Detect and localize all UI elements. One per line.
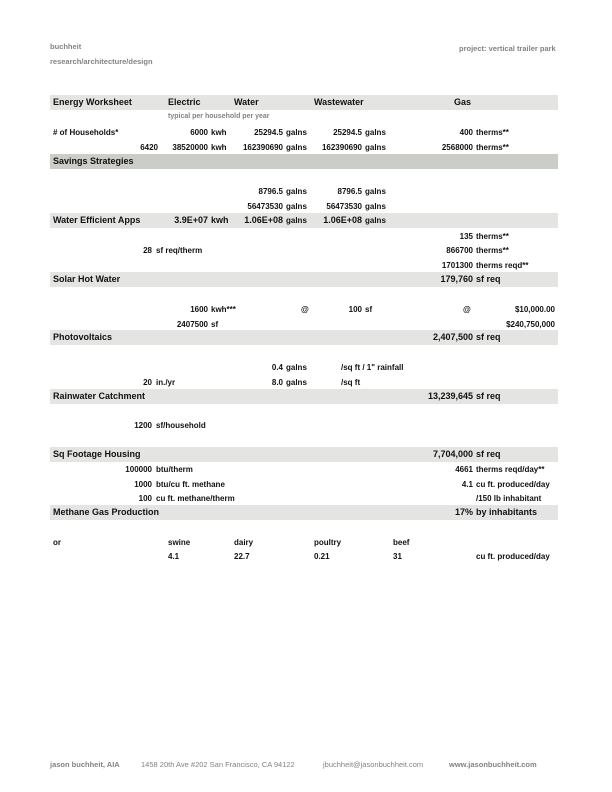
- rain-unit: sf req: [476, 391, 501, 401]
- rain-galns-2: 8.0: [271, 378, 283, 387]
- pv-title: Photovoltaics: [53, 332, 113, 342]
- solar-kwh-unit: kwh***: [211, 305, 236, 314]
- label-poultry: poultry: [314, 538, 342, 547]
- footer-address: 1458 20th Ave #202 San Francisco, CA 94122: [141, 760, 295, 769]
- therms-reqd-day-unit: therms reqd/day**: [476, 465, 545, 474]
- gas-therms-1-unit: therms**: [476, 232, 509, 241]
- solar-cost: $10,000.00: [514, 305, 555, 314]
- water-total-unit: galns: [286, 143, 307, 152]
- methane-unit: by inhabitants: [476, 507, 538, 517]
- energy-subtitle: typical per household per year: [168, 113, 270, 120]
- rain-galns-1-unit: galns: [286, 363, 307, 372]
- gas-therms-3: 1701300: [441, 261, 473, 270]
- solar-at-1: @: [301, 305, 309, 314]
- methane-or: or: [53, 538, 61, 547]
- savings-water-2: 56473530: [247, 202, 283, 211]
- solar-total-sf: 2407500: [176, 320, 208, 329]
- dairy-value: 22.7: [234, 552, 250, 561]
- water-apps-title: Water Efficient Apps: [53, 215, 141, 225]
- households-label: # of Households*: [53, 128, 119, 137]
- water-per-household: 25294.5: [254, 128, 283, 137]
- label-dairy: dairy: [234, 538, 254, 547]
- gas-therms-1: 135: [459, 232, 473, 241]
- swine-value: 4.1: [168, 552, 180, 561]
- rain-rate-2: /sq ft: [341, 378, 361, 387]
- beef-value: 31: [393, 552, 402, 561]
- savings-water-1-unit: galns: [286, 187, 307, 196]
- energy-worksheet-title: Energy Worksheet: [53, 97, 132, 107]
- solar-sf-unit: sf: [365, 305, 373, 314]
- electric-unit: kwh: [211, 128, 227, 137]
- brand-name: buchheit: [50, 42, 82, 51]
- pv-value: 2,407,500: [432, 332, 473, 342]
- households-count: 6420: [140, 143, 158, 152]
- electric-total: 38520000: [172, 143, 208, 152]
- solar-unit: sf req: [476, 274, 501, 284]
- solar-sf: 100: [348, 305, 362, 314]
- animal-produced-unit: cu ft. produced/day: [476, 552, 550, 561]
- cuft-per-therm-unit: cu ft. methane/therm: [156, 494, 235, 503]
- savings-waste-2: 56473530: [326, 202, 362, 211]
- water-apps-waste: 1.06E+08: [323, 215, 362, 225]
- rain-rate-1: /sq ft / 1" rainfall: [341, 363, 404, 372]
- solar-total-cost: $240,750,000: [506, 320, 555, 329]
- sf-per-therm: 28: [143, 246, 152, 255]
- footer-email[interactable]: jbuchheit@jasonbuchheit.com: [323, 760, 424, 769]
- gas-therms-2: 866700: [446, 246, 473, 255]
- solar-value: 179,760: [440, 274, 473, 284]
- solar-total-sf-unit: sf: [211, 320, 219, 329]
- housing-unit: sf req: [476, 449, 501, 459]
- gas-therms-2-unit: therms**: [476, 246, 509, 255]
- project-title: project: vertical trailer park: [459, 44, 556, 53]
- label-swine: swine: [168, 538, 191, 547]
- savings-title: Savings Strategies: [53, 156, 134, 166]
- water-total: 162390690: [242, 143, 283, 152]
- per-inhabitant-unit: /150 lb inhabitant: [476, 494, 542, 503]
- col-gas: Gas: [454, 97, 472, 107]
- rain-title: Rainwater Catchment: [53, 391, 146, 401]
- col-water: Water: [234, 97, 259, 107]
- rain-galns-1: 0.4: [271, 363, 283, 372]
- water-apps-electric-unit: kwh: [211, 215, 229, 225]
- sf-household: 1200: [134, 421, 152, 430]
- gas-per-household: 400: [459, 128, 473, 137]
- btu-per-cuft: 1000: [134, 480, 152, 489]
- brand-tagline: research/architecture/design: [50, 57, 153, 66]
- water-apps-waste-unit: galns: [365, 216, 386, 225]
- btu-per-therm: 100000: [125, 465, 152, 474]
- housing-value: 7,704,000: [432, 449, 473, 459]
- solar-title: Solar Hot Water: [53, 274, 121, 284]
- col-wastewater: Wastewater: [314, 97, 364, 107]
- housing-title: Sq Footage Housing: [53, 449, 141, 459]
- label-beef: beef: [393, 538, 410, 547]
- rain-galns-2-unit: galns: [286, 378, 307, 387]
- water-apps-water-unit: galns: [286, 216, 307, 225]
- gas-unit: therms**: [476, 128, 509, 137]
- solar-at-2: @: [463, 305, 471, 314]
- pv-unit: sf req: [476, 332, 501, 342]
- btu-per-cuft-unit: btu/cu ft. methane: [156, 480, 225, 489]
- gas-total-unit: therms**: [476, 143, 509, 152]
- poultry-value: 0.21: [314, 552, 330, 561]
- sf-household-unit: sf/household: [156, 421, 206, 430]
- cuft-produced-day: 4.1: [461, 480, 473, 489]
- cuft-per-therm: 100: [138, 494, 152, 503]
- btu-per-therm-unit: btu/therm: [156, 465, 193, 474]
- water-apps-water: 1.06E+08: [244, 215, 283, 225]
- waste-unit: galns: [365, 128, 386, 137]
- gas-total: 2568000: [441, 143, 473, 152]
- methane-title: Methane Gas Production: [53, 507, 160, 517]
- sf-per-therm-unit: sf req/therm: [156, 246, 203, 255]
- savings-waste-1-unit: galns: [365, 187, 386, 196]
- cuft-produced-day-unit: cu ft. produced/day: [476, 480, 550, 489]
- electric-total-unit: kwh: [211, 143, 227, 152]
- water-apps-electric: 3.9E+07: [174, 215, 208, 225]
- savings-waste-2-unit: galns: [365, 202, 386, 211]
- waste-total: 162390690: [321, 143, 362, 152]
- methane-value: 17%: [454, 507, 473, 517]
- electric-per-household: 6000: [190, 128, 208, 137]
- solar-kwh: 1600: [190, 305, 208, 314]
- savings-water-2-unit: galns: [286, 202, 307, 211]
- gas-therms-3-unit: therms reqd**: [476, 261, 529, 270]
- rain-value: 13,239,645: [427, 391, 473, 401]
- rain-inches-unit: in./yr: [156, 378, 176, 387]
- rain-inches: 20: [143, 378, 152, 387]
- savings-water-1: 8796.5: [258, 187, 283, 196]
- waste-per-household: 25294.5: [333, 128, 362, 137]
- savings-waste-1: 8796.5: [337, 187, 362, 196]
- water-unit: galns: [286, 128, 307, 137]
- waste-total-unit: galns: [365, 143, 386, 152]
- footer-website[interactable]: www.jasonbuchheit.com: [449, 760, 537, 769]
- footer-name: jason buchheit, AIA: [50, 760, 120, 769]
- therms-reqd-day: 4661: [455, 465, 473, 474]
- col-electric: Electric: [168, 97, 201, 107]
